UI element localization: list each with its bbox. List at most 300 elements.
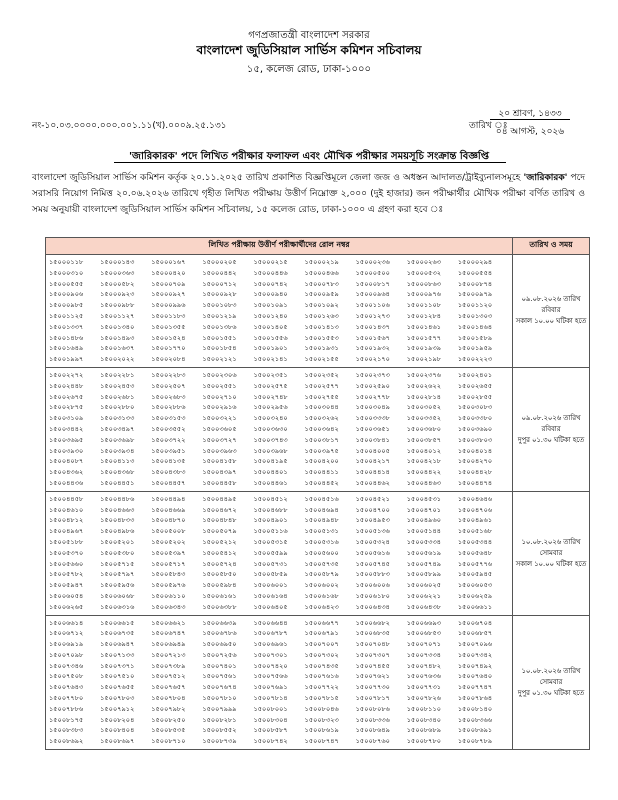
roll-number: ১৫০০৬১৮০ — [355, 591, 390, 600]
roll-number: ১৫০০৩৮৪১ — [355, 435, 390, 444]
roll-number-row — [49, 591, 509, 602]
roll-number: ১৫০০১০৮৩ — [202, 301, 237, 310]
roll-number: ১৫০০৩৪৯৭ — [100, 424, 135, 433]
roll-number: ১৫০০৭৭৮০ — [49, 694, 84, 703]
schedule-day: রবিবার — [541, 424, 561, 433]
roll-number-row — [49, 618, 509, 629]
roll-number-row — [49, 370, 509, 381]
roll-number: ১৫০০৫১১৬ — [253, 527, 288, 536]
roll-number: ১৫০০৪৬৯৪ — [304, 505, 339, 514]
roll-number: ১৫০০৫৩৩৪ — [406, 537, 442, 546]
schedule-date: ০৯.০৮.২০২৬ তারিখ — [521, 413, 581, 422]
roll-number: ১৫০০৪৮১২ — [49, 516, 84, 525]
roll-number: ১৫০০৩০৪৯ — [355, 403, 390, 412]
roll-number: ১৫০০৪৬৪৬ — [457, 494, 493, 503]
roll-number: ১৫০০৩২৪০ — [253, 414, 288, 423]
notice-body — [32, 170, 585, 218]
roll-number: ১৫০০১৯৩১ — [304, 344, 339, 353]
roll-number: ১৫০০৮০৮৬ — [355, 704, 390, 713]
roll-number: ১৫০০৮৭১০ — [151, 737, 186, 746]
roll-number: ১৫০০৪৪৬১ — [253, 478, 288, 487]
roll-number: ১৫০০৭৮১৪ — [253, 694, 288, 703]
roll-number: ১৫০০১৩৪০ — [100, 322, 135, 331]
roll-number: ১৫০০৫৩১৫ — [253, 537, 288, 546]
schedule-group — [46, 491, 590, 615]
roll-number-row — [49, 467, 509, 478]
roll-number: ১৫০০৭৪৫৫ — [355, 661, 390, 670]
roll-number: ১৫০০৩৯৩০ — [49, 446, 84, 455]
roll-number: ১৫০০২৭১০ — [202, 392, 237, 401]
organization-name: বাংলাদেশ জুডিসিয়াল সার্ভিস কমিশন সচিবালয় — [196, 43, 422, 57]
roll-number: ১৫০০৬০০২ — [304, 581, 339, 590]
roll-number: ১৫০০১৪০৫ — [253, 322, 288, 331]
roll-number: ১৫০০০৪২০ — [151, 268, 186, 277]
roll-number: ১৫০০৬২৫৯ — [457, 591, 493, 600]
roll-number: ১৫০০৮৫৩৫ — [151, 726, 186, 735]
roll-number: ১৫০০৬৩৮৮ — [202, 602, 237, 611]
roll-number: ১৫০০৬৭৪৭ — [151, 629, 186, 638]
roll-number: ১৫০০৭৬৫৭ — [151, 683, 186, 692]
roll-number-row — [49, 650, 509, 661]
roll-number: ১৫০০২২২৩ — [457, 355, 493, 364]
roll-number-row — [49, 736, 509, 747]
roll-number: ১৫০০২১২১ — [202, 355, 237, 364]
roll-number: ১৫০০২০২২ — [100, 355, 135, 364]
schedule-date: ১০.০৮.২০২৬ তারিখ — [521, 666, 581, 675]
roll-number: ১৫০০৩১০৯ — [49, 414, 84, 423]
government-name: গণপ্রজাতন্ত্রী বাংলাদেশ সরকার — [248, 30, 370, 41]
roll-number: ১৫০০৬৪০৫ — [253, 602, 288, 611]
roll-number: ১৫০০০৮৬৩ — [406, 279, 442, 288]
roll-number: ১৫০০০৯৪০ — [253, 290, 288, 299]
roll-number: ১৫০০৮৬৯১ — [457, 726, 493, 735]
roll-number: ১৫০০৭৪০১ — [202, 661, 237, 670]
roll-number: ১৫০০৭৪৯২ — [457, 661, 493, 670]
roll-number: ১৫০০৬২২১ — [406, 591, 442, 600]
date-english: ০৪ আগস্ট, ২০২৬ — [495, 127, 565, 137]
roll-number: ১৫০০৬৯১৯ — [49, 640, 84, 649]
roll-number: ১৫০০৬৭৩৫ — [100, 629, 135, 638]
roll-number: ১৫০০৬১১০ — [151, 591, 186, 600]
roll-number: ১৫০০৬৯৫০ — [202, 640, 237, 649]
roll-number: ১৫০০২২৮১ — [100, 370, 135, 379]
roll-number: ১৫০০৮১৪০ — [457, 704, 493, 713]
roll-number: ১৫০০৬৯৬১ — [253, 640, 288, 649]
roll-number: ১৫০০৩০৮৩ — [457, 403, 493, 412]
roll-number: ১৫০০১৩৫৫ — [151, 322, 186, 331]
roll-number: ১৫০০০৯২৩ — [100, 290, 135, 299]
roll-number-row — [49, 661, 509, 672]
roll-number: ১৫০০২৬৮৩ — [151, 392, 186, 401]
roll-number: ১৫০০৭৩০২ — [304, 650, 339, 659]
roll-number: ১৫০০৪১৫৮ — [202, 457, 237, 466]
roll-number: ১৫০০৩৯৬৩ — [202, 446, 237, 455]
roll-number: ১৫০০৪৯৬০ — [406, 516, 442, 525]
roll-number: ১৫০০৩৩৩৮ — [355, 414, 390, 423]
roll-number: ১৫০০৪৩৮৩ — [151, 468, 186, 477]
roll-number: ১৫০০৮২৫০ — [151, 715, 186, 724]
roll-number: ১৫০০৪২১৭ — [355, 457, 390, 466]
roll-number: ১৫০০৪৮৭০ — [151, 516, 186, 525]
roll-number: ১৫০০১৫৬৭ — [355, 333, 390, 342]
roll-number: ১৫০০৫৮৮৩ — [355, 570, 390, 579]
roll-number: ১৫০০৩৬৯৫ — [49, 435, 84, 444]
roll-number: ১৫০০৭০০৭ — [304, 640, 339, 649]
roll-number: ১৫০০৪৪৬২ — [355, 478, 390, 487]
roll-number: ১৫০০৭৮১৫ — [304, 694, 339, 703]
roll-number: ১৫০০৭৩৩৪ — [406, 650, 442, 659]
roll-number: ১৫০০২৫৭৭ — [304, 381, 339, 390]
roll-number: ১৫০০৮৭৩৯ — [202, 737, 237, 746]
roll-number: ১৫০০৭০৯৬ — [457, 640, 493, 649]
roll-number: ১৫০০৭৯৮২ — [151, 704, 186, 713]
roll-number: ১৫০০৭৯৯৯ — [202, 704, 237, 713]
roll-number: ১৫০০৫৩১৬ — [304, 537, 339, 546]
roll-number: ১৫০০৫৩৪৪ — [457, 537, 493, 546]
roll-number: ১৫০০৫১৩১ — [304, 527, 339, 536]
schedule-time: সকাল ১০.০০ ঘটিকা হতে — [515, 317, 587, 326]
roll-number: ১৫০০৭৮৬৪ — [457, 694, 493, 703]
roll-number: ১৫০০১৫৮৯ — [457, 333, 493, 342]
roll-number-row — [49, 569, 509, 580]
roll-number: ১৫০০৩৭৪৩ — [253, 435, 288, 444]
roll-number: ১৫০০১২৭৩ — [355, 311, 390, 320]
roll-number: ১৫০০৪০১৪ — [457, 446, 493, 455]
roll-number: ১৫০০৪১১৩ — [100, 457, 135, 466]
roll-number: ১৫০০৭০৯৮ — [49, 650, 84, 659]
roll-number: ১৫০০২৬৮১ — [100, 392, 135, 401]
roll-number: ১৫০০২১৯৮ — [406, 355, 442, 364]
roll-number: ১৫০০৫৯৪৭ — [49, 581, 84, 590]
roll-number: ১৫০০৫০৭৯ — [202, 527, 237, 536]
roll-number: ১৫০০৪৪৬৩ — [406, 478, 442, 487]
roll-number: ১৫০০৬৪৩৪ — [355, 602, 390, 611]
roll-number: ১৫০০০৮১৭ — [355, 279, 390, 288]
roll-number: ১৫০০৮৭৪৭ — [304, 737, 339, 746]
roll-number: ১৫০০১১২৭ — [100, 311, 135, 320]
roll-number: ১৫০০৫৮৪৩ — [151, 570, 186, 579]
roll-number: ১৫০০২৩০৬ — [202, 370, 237, 379]
roll-number: ১৫০০৮৪০৪ — [100, 726, 135, 735]
date-label: তারিখ ঃ — [469, 121, 508, 131]
roll-number: ১৫০০৫৭১৭ — [151, 559, 186, 568]
roll-number: ১৫০০৩৩৮০ — [457, 414, 493, 423]
roll-number: ১৫০০০১৬৭ — [151, 258, 186, 266]
roll-number: ১৫০০৭৫৬১ — [202, 672, 237, 681]
roll-number: ১৫০০৩০৪৪ — [304, 403, 339, 412]
roll-number: ১৫০০০৯৫৯ — [304, 290, 339, 299]
schedule-group — [46, 367, 590, 491]
roll-number: ১৫০০৩৭২৭ — [202, 435, 237, 444]
roll-number: ১৫০০২৩৭৩ — [355, 370, 390, 379]
schedule-day: সোমবার — [539, 548, 563, 557]
roll-number: ১৫০০৪৬৭২ — [202, 505, 237, 514]
roll-number: ১৫০০০৭১২ — [202, 279, 237, 288]
roll-number: ১৫০০৭৩৭১ — [100, 661, 135, 670]
roll-number: ১৫০০৫১৩৬ — [355, 527, 390, 536]
roll-number: ১৫০০৮০০১ — [253, 704, 288, 713]
roll-number: ১৫০০২৪৫৩ — [100, 381, 135, 390]
roll-number: ১৫০০৬৭৮৬ — [202, 629, 237, 638]
roll-number: ১৫০০৬৬৯৩ — [406, 618, 442, 627]
roll-number: ১৫০০৩৬৫১ — [355, 424, 390, 433]
roll-number-row — [49, 478, 509, 489]
roll-number: ১৫০০০৯৬৪ — [355, 290, 390, 299]
roll-number: ১৫০০৪৯৮৬ — [100, 527, 135, 536]
roll-number: ১৫০০৭৭৩০ — [355, 683, 390, 692]
schedule-group — [46, 255, 590, 368]
roll-number: ১৫০০৮৩৮৩ — [49, 726, 84, 735]
roll-number-row — [49, 715, 509, 726]
roll-number: ১৫০০৭৫০৮ — [49, 672, 84, 681]
roll-number: ১৫০০৪৪৫৮ — [49, 494, 84, 503]
rolls-column-header: লিখিত পরীক্ষায় উত্তীর্ণ পরীক্ষার্থীদের রোল নম্বর — [46, 238, 513, 255]
roll-number: ১৫০০০৭৪২ — [253, 279, 288, 288]
schedule-day: রবিবার — [541, 306, 561, 315]
roll-number-row — [49, 526, 509, 537]
roll-number-row — [49, 704, 509, 715]
roll-number: ১৫০০৪৪০১ — [253, 468, 288, 477]
roll-number: ১৫০০২৪০১ — [457, 370, 493, 379]
roll-number: ১৫০০০৫৮২ — [100, 279, 135, 288]
roll-number: ১৫০০৫৬৬০ — [49, 559, 84, 568]
roll-number: ১৫০০০৭৮৩ — [304, 279, 339, 288]
roll-number: ১৫০০৬৮৫৩ — [406, 629, 442, 638]
roll-number: ১৫০০০৪৬৬ — [304, 268, 339, 277]
roll-number: ১৫০০০৯৮৫ — [49, 301, 84, 310]
date-bangla: ২০ শ্রাবণ, ১৪৩৩ — [498, 109, 562, 119]
roll-number: ১৫০০১২৮৪ — [406, 311, 442, 320]
roll-number-row — [49, 602, 509, 613]
roll-number: ১৫০০৪৭০১ — [406, 505, 442, 514]
roll-number: ১৫০০৬৭৮৭ — [253, 629, 288, 638]
roll-number: ১৫০০৩৯৩৪ — [100, 446, 135, 455]
roll-number: ১৫০০৮৬৪৯ — [355, 726, 390, 735]
roll-number: ১৫০০৪৬৮৮ — [253, 505, 288, 514]
roll-number: ১৫০০০৯৮৮ — [100, 301, 135, 310]
roll-number: ১৫০০২৯৫৬ — [253, 403, 288, 412]
roll-number: ১৫০০৭৪২০ — [253, 661, 288, 670]
roll-number: ১৫০০৬৭০৪ — [457, 618, 493, 627]
roll-number: ১৫০০৮৭৬০ — [355, 737, 390, 746]
roll-number: ১৫০০৬৬৭৭ — [304, 618, 339, 627]
roll-number: ১৫০০৪৪২৮ — [457, 468, 493, 477]
roll-number: ১৫০০৭৭৩১ — [406, 683, 442, 692]
roll-number: ১৫০০০৪৪২ — [202, 268, 237, 277]
roll-number: ১৫০০৮৬১৯ — [304, 726, 339, 735]
roll-number: ১৫০০১৬৩৭ — [100, 344, 135, 353]
roll-number-row — [49, 693, 509, 704]
roll-number: ১৫০০৪৩৬২ — [49, 468, 84, 477]
roll-number-row — [49, 725, 509, 736]
roll-number: ১৫০০১৪৯৩ — [100, 333, 135, 342]
roll-number: ১৫০০১০৯২ — [304, 301, 339, 310]
roll-number: ১৫০০৪৯৪৮ — [304, 516, 339, 525]
roll-number: ১৫০০১৫৫৩ — [304, 333, 339, 342]
roll-number: ১৫০০১৯৩৯ — [406, 344, 442, 353]
roll-number: ১৫০০৬৪২৩ — [304, 602, 339, 611]
roll-number: ১৫০০১২৬৩ — [304, 311, 339, 320]
roll-number: ১৫০০৩৬০৫ — [202, 424, 237, 433]
roll-number: ১৫০০৬৪৩৮ — [406, 602, 442, 611]
roll-number: ১৫০০১১০৮ — [406, 301, 442, 310]
roll-number: ১৫০০২৬৭৫ — [49, 392, 84, 401]
roll-number: ১৫০০৩৬৮০ — [406, 424, 442, 433]
roll-number: ১৫০০৪৭০৬ — [457, 505, 493, 514]
roll-number: ১৫০০১৫২৪ — [151, 333, 186, 342]
roll-number: ১৫০০৪৯৫৩ — [355, 516, 390, 525]
memo-reference-number: নং-১০.০৩.০০০০.০০০.০০১.১১(খ).০০০৯.২৫.১৩১ — [32, 121, 227, 131]
roll-number: ১৫০০৮২৮১ — [202, 715, 237, 724]
roll-number: ১৫০০২৬২২ — [406, 381, 442, 390]
roll-number: ১৫০০১৩০৩ — [457, 311, 493, 320]
roll-number: ১৫০০২১৫৫ — [304, 355, 339, 364]
roll-number: ১৫০০২৮৮০ — [100, 403, 135, 412]
roll-number: ১৫০০৬০২৫ — [406, 581, 442, 590]
roll-number: ১৫০০২০৮৪ — [151, 355, 186, 364]
roll-number: ১৫০০৭০৭১ — [406, 640, 442, 649]
roll-number: ১৫০০৪৮৪৮ — [202, 516, 237, 525]
roll-number: ১৫০০৬১৬১ — [202, 591, 237, 600]
roll-number: ১৫০০৩৬৩০ — [253, 424, 288, 433]
roll-number: ১৫০০৪৪১১ — [304, 468, 339, 477]
roll-number: ১৫০০২১৭০ — [355, 355, 390, 364]
schedule-day: সোমবার — [539, 677, 563, 686]
roll-number: ১৫০০৮৩৩৬ — [355, 715, 390, 724]
roll-number: ১৫০০৫৫৯৯ — [253, 548, 288, 557]
roll-number-block — [46, 615, 513, 750]
roll-number: ১৫০০৭৫৬৬ — [253, 672, 288, 681]
roll-number-row — [49, 548, 509, 559]
roll-number: ১৫০০৮৩০৪ — [253, 715, 288, 724]
roll-number: ১৫০০৫৮৯৯ — [406, 570, 442, 579]
roll-number: ১৫০০৪৫১২ — [253, 494, 288, 503]
roll-number: ১৫০০৪০০৫ — [355, 446, 390, 455]
roll-number: ১৫০০৩৬৯০ — [457, 424, 493, 433]
roll-number: ১৫০০০৭০৯ — [151, 279, 186, 288]
roll-number: ১৫০০৪৬৬৩ — [100, 505, 135, 514]
roll-number: ১৫০০৬৮৫৭ — [457, 629, 493, 638]
roll-number: ১৫০০১৩৮৬ — [202, 322, 237, 331]
roll-number: ১৫০০০৯৯৬ — [151, 301, 186, 310]
roll-number: ১৫০০৫১৮৮ — [49, 537, 84, 546]
roll-number: ১৫০০১৫৭৭ — [406, 333, 442, 342]
roll-number: ১৫০০২৭৭৮ — [355, 392, 390, 401]
schedule-column-header: তারিখ ও সময় — [513, 238, 590, 255]
roll-number: ১৫০০২৫৯০ — [355, 381, 390, 390]
roll-number: ১৫০০৬৯৪৭ — [100, 640, 135, 649]
roll-number: ১৫০০৪৫২১ — [355, 494, 390, 503]
roll-number-row — [49, 413, 509, 424]
roll-number: ১৫০০৭৩৪২ — [457, 650, 493, 659]
roll-number: ১৫০০৭৪৮২ — [406, 661, 442, 670]
schedule-date: ১০.০৮.২০২৬ তারিখ — [521, 537, 581, 546]
roll-number: ১৫০০০১৪৩ — [100, 258, 135, 266]
roll-number: ১৫০০৩২২১ — [202, 414, 237, 423]
roll-number: ১৫০০০৫৩২ — [406, 268, 442, 277]
roll-number: ১৫০০৫৮৫৯ — [253, 570, 288, 579]
roll-number: ১৫০০১৪১৩ — [304, 322, 339, 331]
roll-number: ১৫০০৩৫৫২ — [151, 424, 186, 433]
roll-number: ১৫০০৪৪৯৪ — [151, 494, 186, 503]
roll-number: ১৫০০০৩৬৩ — [100, 268, 135, 277]
roll-number: ১৫০০২৯১৬ — [202, 403, 237, 412]
roll-number: ১৫০০৫৬১৯ — [406, 548, 442, 557]
roll-number: ১৫০০৭৮১৭ — [355, 694, 390, 703]
roll-number: ১৫০০১৩৩৭ — [49, 322, 84, 331]
roll-number: ১৫০০৪৬৬৯ — [151, 505, 186, 514]
roll-number-row — [49, 628, 509, 639]
roll-number: ১৫০০০২৩৬ — [355, 258, 390, 266]
roll-number: ১৫০০২৩৭৬ — [406, 370, 442, 379]
roll-number-row — [49, 381, 509, 392]
roll-number: ১৫০০৭৫১২ — [151, 672, 186, 681]
roll-number: ১৫০০২৭৫৫ — [304, 392, 339, 401]
roll-number-row — [49, 639, 509, 650]
roll-number-row — [49, 333, 509, 344]
roll-number: ১৫০০২৫০৭ — [151, 381, 186, 390]
roll-number: ১৫০০৫৭৮২ — [49, 570, 84, 579]
roll-number: ১৫০০১৪৩৭ — [355, 322, 390, 331]
roll-number: ১৫০০৭৮২৬ — [406, 694, 442, 703]
roll-number: ১৫০০৮৬৯৭ — [100, 737, 135, 746]
roll-number-block — [46, 255, 513, 368]
body-post-name: 'জারিকারক' — [523, 173, 568, 183]
roll-number: ১৫০০৭৬৪৩ — [49, 683, 84, 692]
roll-number: ১৫০০৭২৫৬ — [202, 650, 237, 659]
roll-number: ১৫০০৩৯৭৫ — [304, 446, 339, 455]
roll-number: ১৫০০১১৮৩ — [151, 311, 186, 320]
roll-number: ১৫০০২২৮৩ — [151, 370, 186, 379]
roll-number: ১৫০০৭৮০৩ — [100, 694, 135, 703]
schedule-time: দুপুর ০১.৩০ ঘটিকা হতে — [517, 688, 585, 697]
roll-number-row — [49, 279, 509, 290]
roll-number: ১৫০০১৪৮৬ — [49, 333, 84, 342]
roll-number: ১৫০০৫৭১৫ — [100, 559, 135, 568]
roll-number: ১৫০০০২৯৪ — [457, 258, 493, 266]
roll-number: ১৫০০৩৮১৭ — [304, 435, 339, 444]
roll-number: ১৫০০৬০০৬ — [355, 581, 390, 590]
roll-number: ১৫০০৬০৫৪ — [49, 591, 84, 600]
roll-number: ১৫০০৫৬১৬ — [355, 548, 390, 557]
roll-number: ১৫০০২৭৪৮ — [253, 392, 288, 401]
roll-number: ১৫০০৭০৪৮ — [355, 640, 390, 649]
roll-number: ১৫০০৮৭৮০ — [406, 737, 442, 746]
schedule-cell — [513, 615, 590, 750]
roll-number: ১৫০০৮১৭৫ — [49, 715, 84, 724]
roll-number: ১৫০০৪১৩৫ — [151, 457, 186, 466]
roll-number-block — [46, 491, 513, 615]
roll-number: ১৫০০৪৩৯৭ — [202, 468, 237, 477]
roll-number: ১৫০০৬০০১ — [253, 581, 288, 590]
roll-number: ১৫০০৩৬৯৮ — [100, 435, 135, 444]
roll-number: ১৫০০৫৯৭৬ — [151, 581, 186, 590]
roll-number: ১৫০০৪০১২ — [406, 446, 442, 455]
roll-number: ১৫০০০৯৭৯ — [457, 290, 493, 299]
roll-number: ১৫০০৮৬৮৯ — [406, 726, 442, 735]
roll-number: ১৫০০২৪৪৮ — [49, 381, 84, 390]
roll-number: ১৫০০৬১৬৮ — [304, 591, 339, 600]
roll-number: ১৫০০৩০৫২ — [406, 403, 442, 412]
roll-number: ১৫০০৪৪৫৭ — [151, 478, 186, 487]
roll-number: ১৫০০৫৭৭৬ — [457, 559, 493, 568]
roll-number: ১৫০০৫৮৫০ — [202, 570, 237, 579]
roll-number: ১৫০০৩৭২২ — [151, 435, 186, 444]
roll-number: ১৫০০৫২০২ — [151, 537, 186, 546]
roll-number: ১৫০০৭৭৪৭ — [457, 683, 493, 692]
roll-number: ১৫০০৮৭৪২ — [253, 737, 288, 746]
roll-number: ১৫০০০১১৮ — [49, 258, 84, 266]
